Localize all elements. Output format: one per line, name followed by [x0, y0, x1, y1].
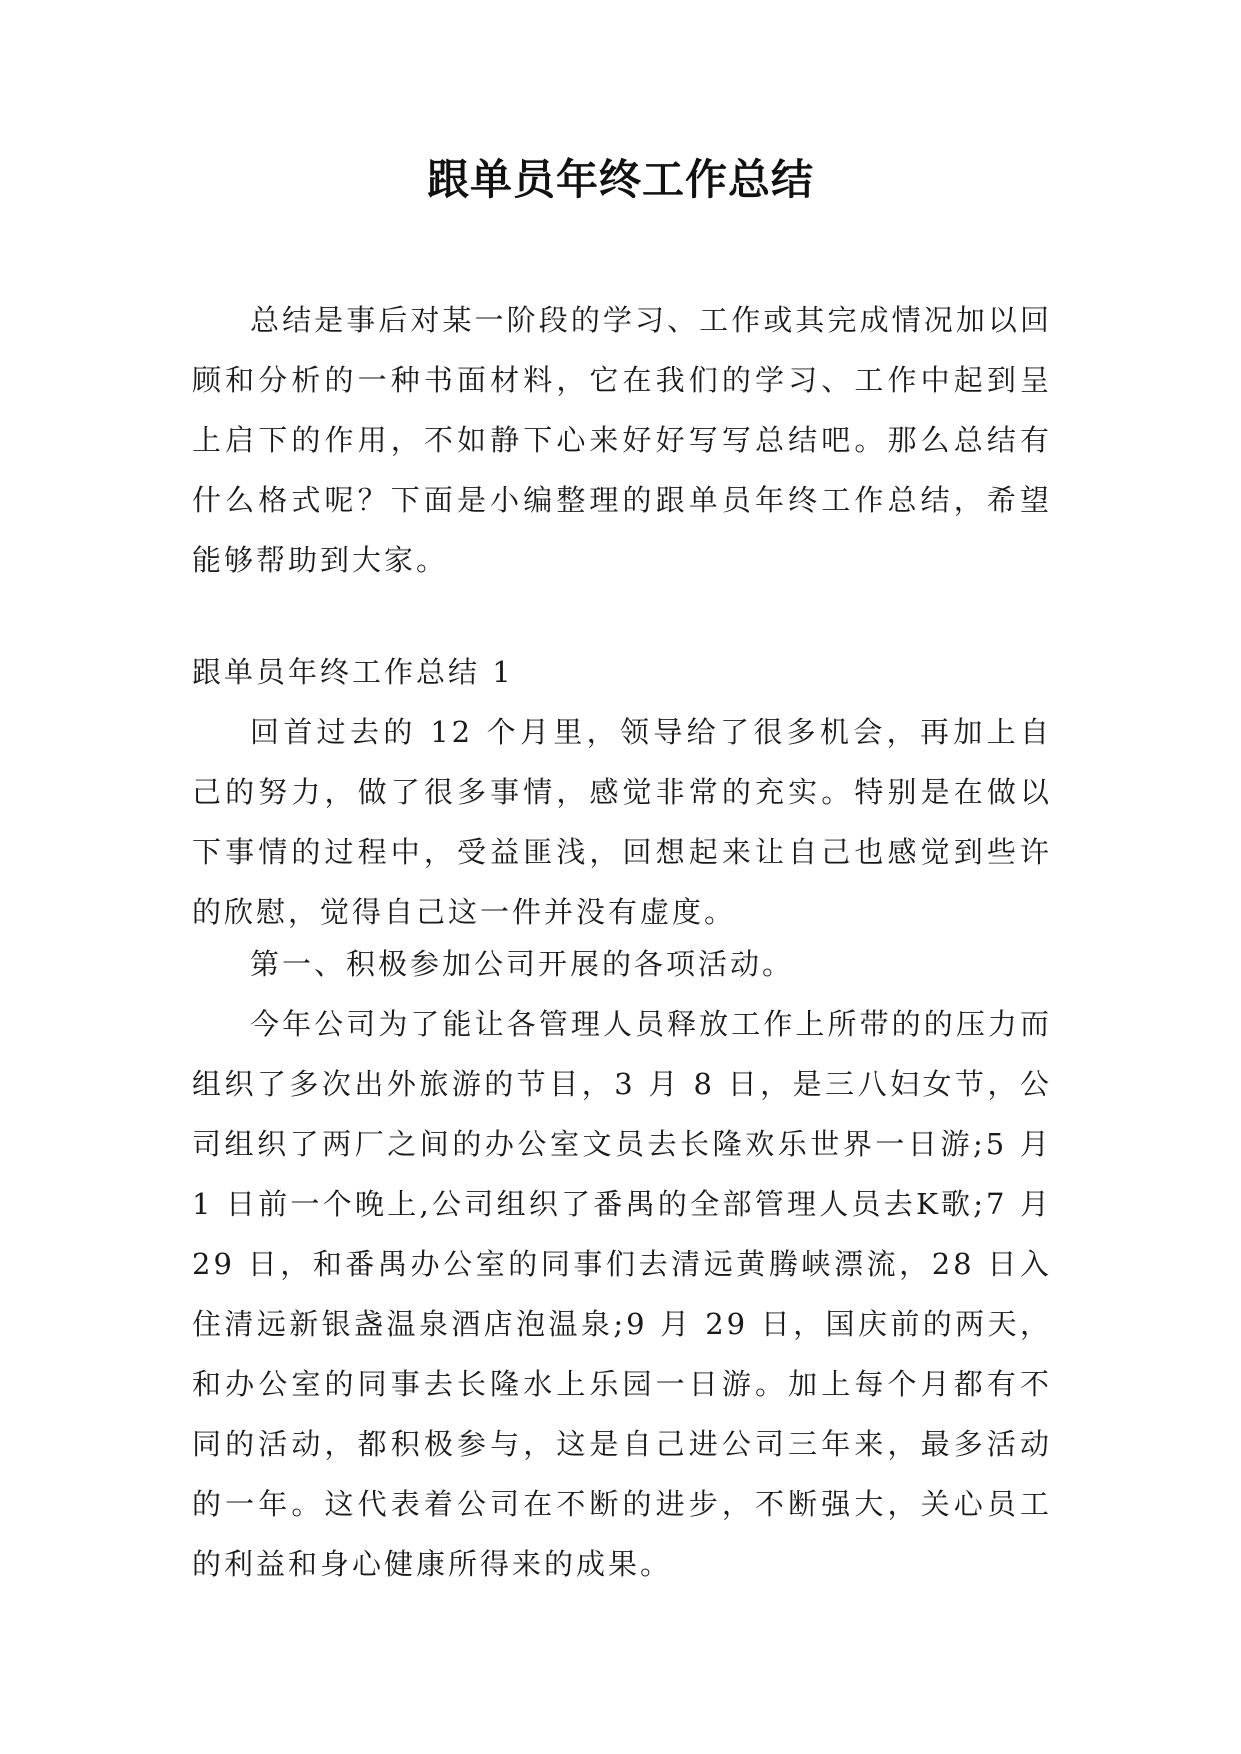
document-title: 跟单员年终工作总结 — [426, 155, 814, 204]
section-heading: 跟单员年终工作总结 1 — [192, 655, 514, 689]
point-heading-1: 第一、积极参加公司开展的各项活动。 — [250, 947, 795, 981]
body-paragraph-2: 今年公司为了能让各管理人员释放工作上所带的的压力而组织了多次出外旅游的节目，3 月 8 日，是三八妇女节，公司组织了两厂之间的办公室文员去长隆欢乐世界一日游;5 月 1 日前一个晚上,公司组织了番禺的全部管理人员去K歌;7 月 29 日，和番禺办公室的同事们去清远黄腾峡漂流，28 日入住清远新银盏温泉酒店泡温泉;9 月 29 日，国庆前的两天，和办公室的同事去长隆水上乐园一日游。加上每个月都有不同的活动，都积极参与，这是自己进公司三年来，最多活动的一年。这代表着公司在不断的进步，不断强大，关心员工的利益和身心健康所得来的成果。 — [192, 1007, 1052, 1581]
body-paragraph-1: 回首过去的 12 个月里，领导给了很多机会，再加上自己的努力，做了很多事情，感觉非常的充实。特别是在做以下事情的过程中，受益匪浅，回想起来让自己也感觉到些许的欣慰，觉得自己这一件并没有虚度。 — [192, 715, 1052, 929]
intro-paragraph: 总结是事后对某一阶段的学习、工作或其完成情况加以回顾和分析的一种书面材料，它在我们的学习、工作中起到呈上启下的作用，不如静下心来好好写写总结吧。那么总结有什么格式呢？下面是小编整理的跟单员年终工作总结，希望能够帮助到大家。 — [192, 303, 1052, 577]
